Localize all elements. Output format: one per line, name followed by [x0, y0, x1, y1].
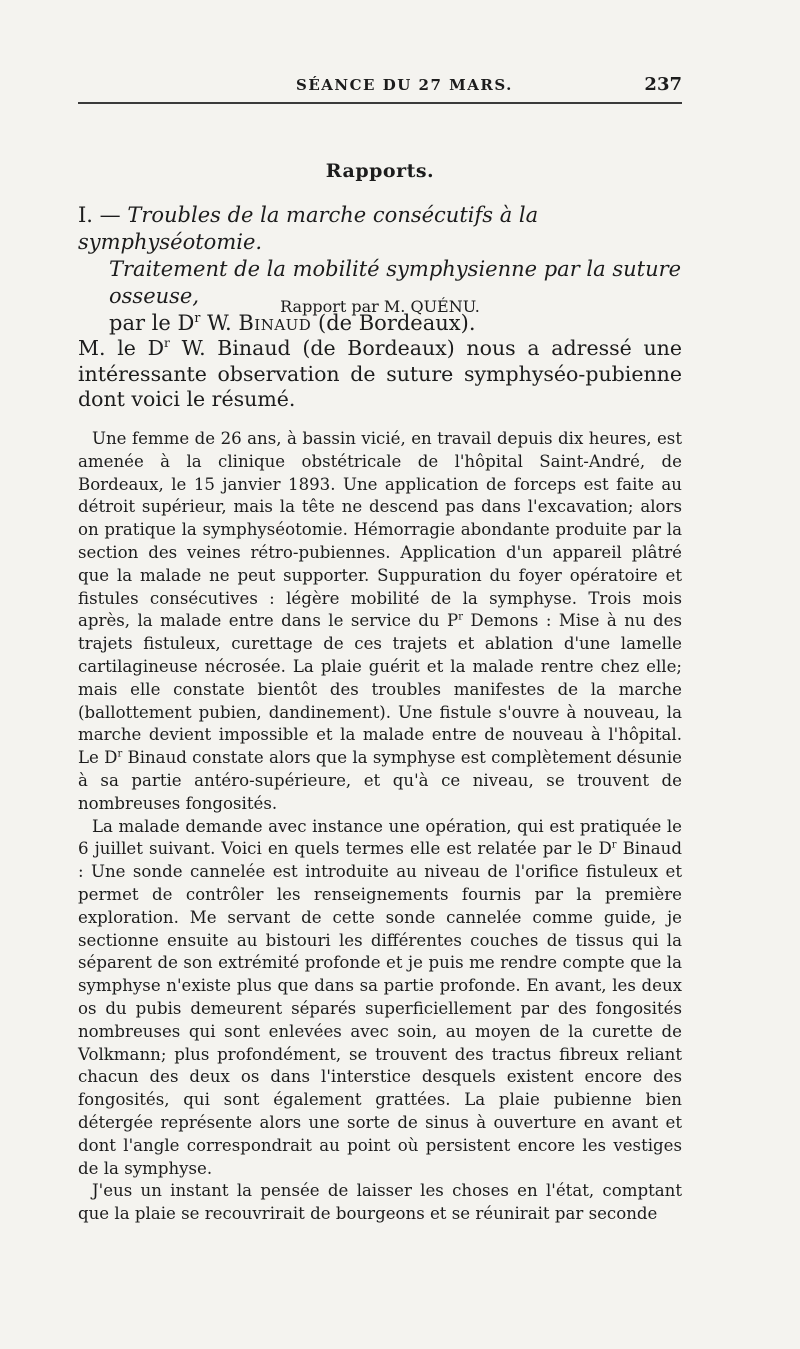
- rapport-author: QUÉNU.: [410, 297, 480, 316]
- running-header: [78, 74, 682, 104]
- intro-sup: r: [164, 336, 170, 351]
- byline-initial: W.: [207, 311, 232, 335]
- p2-sup: r: [611, 839, 617, 851]
- p1-sup-2: r: [117, 748, 123, 760]
- paragraph-1: [78, 428, 682, 816]
- intro-paragraph: [78, 336, 682, 413]
- byline-author: Binaud: [238, 311, 312, 335]
- article-numeral: I. —: [78, 203, 121, 227]
- byline-suffix: (de Bordeaux).: [318, 311, 476, 335]
- p1-sup-1: r: [458, 611, 463, 623]
- p1-text-a: Une femme de 26 ans, à bassin vicié, en travail depuis dix heures, est amenée à la clinique obstétricale de l'hôpital Saint-André, de Bordeaux, le 15 janvier 1893. Une application de forceps est faite au détroit supérieur, mais la tête ne descend pas dans l'excavation; alors on pratique la symphyséotomie. Hémorragie abondante produite par la section des veines rétro-pubiennes. Application d'un appareil plâtré que la malade ne peut supporter. Suppuration du foyer opératoire et fistules consécutives : légère mobilité de la symphyse. Trois mois après, la malade entre dans le service du P: [78, 429, 682, 631]
- intro-text-a: M. le D: [78, 336, 165, 360]
- intro-text-b: W. Binaud (de Bordeaux) nous a adressé une intéressante observation de suture symphyséo-pubienne dont voici le résumé.: [78, 336, 682, 411]
- page-number: 237: [644, 74, 682, 95]
- p1-text-b: Demons : Mise à nu des trajets fistuleux, curettage de ces trajets et ablation d'une lamelle cartilagineuse nécrosée. La plaie guérit et la malade rentre chez elle; mais elle constate bientôt des troubles manifestes de la marche (ballottement pubien, dandinement). Une fistule s'ouvre à nouveau, la marche devient impossible et la malade entre de nouveau à l'hôpital. Le D: [78, 611, 682, 768]
- p2-text-a: La malade demande avec instance une opération, qui est pratiquée le 6 juillet suivant. Voici en quels termes elle est relatée par le D: [78, 816, 682, 859]
- p2-text-b: Binaud : Une sonde cannelée est introduite au niveau de l'orifice fistuleux et permet de contrôler les renseignements fournis par la première exploration. Me servant de cette sonde cannelée comme guide, je sectionne ensuite au bistouri les différentes couches de tissus qui la séparent de son extrémité profonde et je puis me rendre compte que la symphyse n'existe plus que dans sa partie profonde. En avant, les deux os du pubis demeurent séparés superficiellement par des fongosités nombreuses qui sont enlevées avec soin, au moyen de la curette de Volkmann; plus profondément, se trouvent des tractus fibreux reliant chacun des deux os dans l'interstice desquels existent encore des fongosités, qui sont également grattées. La plaie pubienne bien détergée représente alors une sorte de sinus à ouverture en avant et dont l'angle correspondrait au point où persistent encore les vestiges de la symphyse.: [78, 839, 682, 1178]
- body-text: [78, 428, 682, 1226]
- rapport-line: [0, 297, 760, 316]
- rapport-prefix: Rapport par M.: [280, 297, 406, 316]
- paragraph-3: J'eus un instant la pensée de laisser les choses en l'état, comptant que la plaie se recouvrirait de bourgeons et se réunirait par seconde: [78, 1181, 682, 1224]
- paragraph-2: [78, 816, 682, 1181]
- article-title-line2: Traitement de la mobilité symphysienne par la suture osseuse,: [109, 257, 682, 308]
- section-heading: Rapports.: [325, 160, 435, 182]
- article-title-line1: Troubles de la marche consécutifs à la symphyséotomie.: [78, 203, 539, 254]
- byline-prefix: par le D: [109, 311, 195, 335]
- byline-sup: r: [194, 310, 201, 325]
- article-title: [78, 202, 688, 337]
- running-title: SÉANCE DU 27 MARS.: [296, 76, 513, 94]
- p1-text-c: Binaud constate alors que la symphyse est complètement désunie à sa partie antéro-supérieure, et qu'à ce niveau, se trouvent de nombreuses fongosités.: [78, 748, 682, 813]
